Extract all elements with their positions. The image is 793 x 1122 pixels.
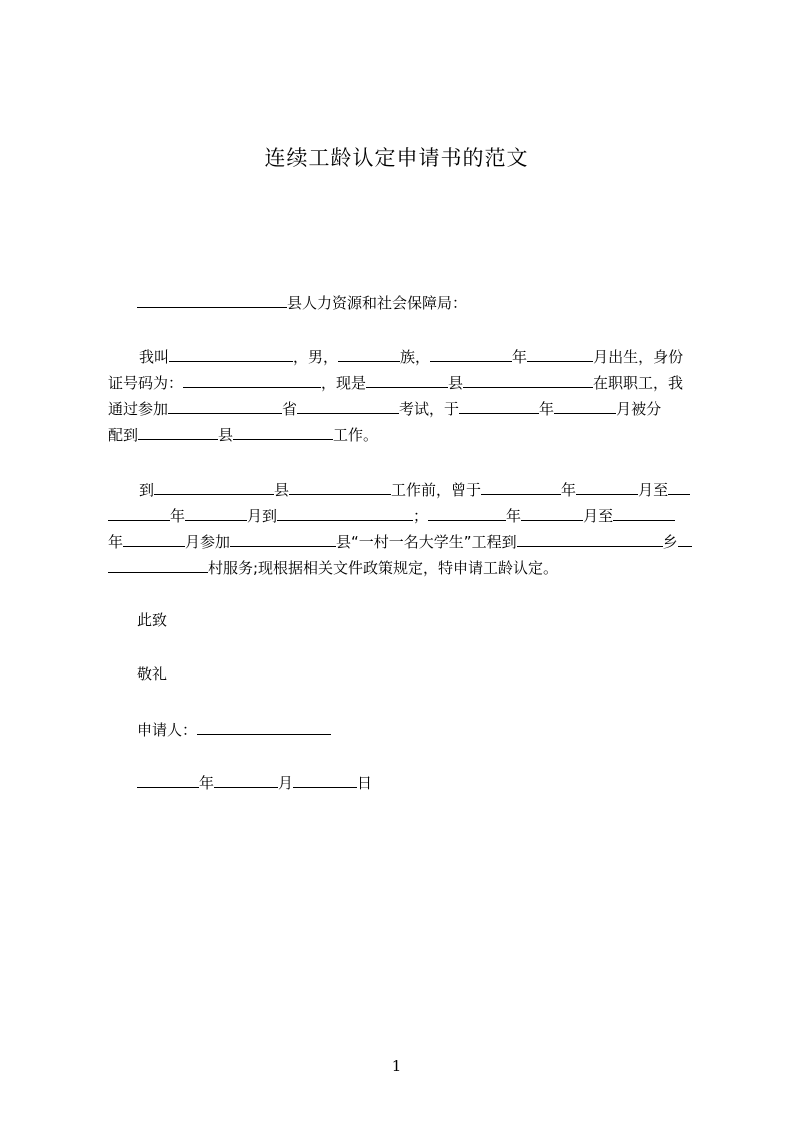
blank-current-county[interactable] xyxy=(366,372,448,388)
blank-birth-year[interactable] xyxy=(430,346,512,362)
p2-line-2: 年 月到 ； 年 月至 xyxy=(108,505,675,526)
blank-program-county[interactable] xyxy=(230,531,336,547)
blank-exam[interactable] xyxy=(168,398,282,414)
blank-date-year[interactable] xyxy=(137,772,199,788)
blank-id-number[interactable] xyxy=(183,372,321,388)
blank-assign-year[interactable] xyxy=(459,398,539,414)
blank-from-year[interactable] xyxy=(481,479,561,495)
p1-line-1: 我叫 ，男， 族， 年 月出生，身份 xyxy=(139,348,684,366)
document-title: 连续工龄认定申请书的范文 xyxy=(264,146,529,170)
blank-applicant[interactable] xyxy=(197,719,331,735)
blank-ethnicity[interactable] xyxy=(338,346,400,362)
blank-prior-county[interactable] xyxy=(154,479,274,495)
blank-work-place[interactable] xyxy=(277,505,413,521)
closing-cizhi: 此致 xyxy=(137,611,168,629)
date-line: 年 月 日 xyxy=(137,772,372,793)
blank-assign-unit[interactable] xyxy=(233,424,333,440)
blank-assign-county[interactable] xyxy=(138,424,218,440)
blank-to-year-b[interactable] xyxy=(108,505,170,521)
closing-jingli: 敬礼 xyxy=(137,665,168,683)
applicant-label: 申请人： xyxy=(137,721,198,739)
p1-line-4: 配到 县 工作。 xyxy=(108,426,379,444)
blank-prior-unit[interactable] xyxy=(289,479,391,495)
blank-township[interactable] xyxy=(517,531,663,547)
p2-line-3: 年 月参加 县“一村一名大学生”工程到 乡 xyxy=(108,531,692,552)
blank-to-month-2[interactable] xyxy=(123,531,185,547)
blank-from-year-2[interactable] xyxy=(428,505,506,521)
blank-assign-month[interactable] xyxy=(554,398,616,414)
p1-line-3: 通过参加 省 考试，于 年 月被分 xyxy=(108,400,662,418)
blank-current-unit[interactable] xyxy=(463,372,593,388)
blank-date-month[interactable] xyxy=(214,772,278,788)
blank-village-b[interactable] xyxy=(108,557,208,573)
blank-to-year-2[interactable] xyxy=(613,505,675,521)
blank-exam-province[interactable] xyxy=(297,398,399,414)
blank-to-month[interactable] xyxy=(185,505,247,521)
blank-birth-month[interactable] xyxy=(527,346,593,362)
blank-from-month[interactable] xyxy=(576,479,638,495)
blank-county[interactable] xyxy=(137,292,287,308)
p1-line-2: 证号码为： ，现是 县 在职职工，我 xyxy=(108,374,684,392)
p2-line-4: 村服务;现根据相关文件政策规定，特申请工龄认定。 xyxy=(108,557,558,578)
p2-line-1: 到 县 工作前，曾于 年 月至 xyxy=(139,479,690,500)
blank-to-year-a[interactable] xyxy=(668,479,690,495)
blank-from-month-2[interactable] xyxy=(521,505,583,521)
blank-name[interactable] xyxy=(169,346,293,362)
addressee-line: 县人力资源和社会保障局： xyxy=(137,292,467,313)
page-number: 1 xyxy=(391,1057,402,1075)
applicant-line xyxy=(137,719,331,740)
blank-village-a[interactable] xyxy=(678,531,692,547)
blank-date-day[interactable] xyxy=(293,772,357,788)
